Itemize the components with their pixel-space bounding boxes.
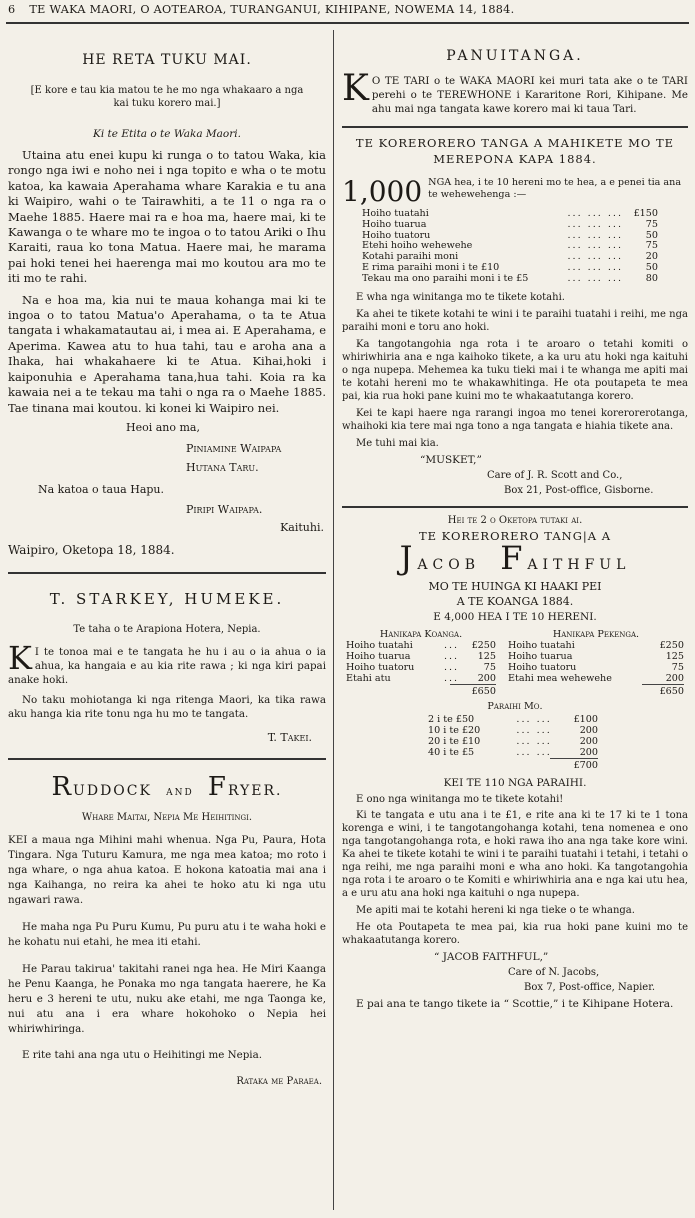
table-row	[362, 274, 658, 285]
letter-signatures	[8, 420, 326, 558]
jacob-name: JACOB FAITHFUL	[399, 538, 631, 577]
masthead-title: TE WAKA MAORI, O AOTEAROA, TURANGANUI, KIHIPANE, NOWEMA 14, 1884.	[29, 3, 515, 16]
row-label: Hoiho tuatahi	[362, 208, 429, 219]
row-leader: ... ... ...	[567, 229, 624, 241]
paraihi-table	[428, 714, 598, 758]
separator	[342, 126, 688, 128]
row-amount: 200	[579, 724, 598, 736]
table-row	[428, 747, 598, 758]
mahikete-box: Box 21, Post-office, Gisborne.	[504, 484, 654, 496]
ruddock-para-4: E rite tahi ana nga utu o Heihitingi me Nepia.	[22, 1048, 262, 1061]
jacob-care: Care of N. Jacobs,	[508, 966, 600, 978]
row-leader: ... ... ...	[567, 240, 624, 252]
panuitanga-dropcap: K	[342, 68, 369, 109]
row-amount: 200	[665, 672, 684, 684]
row-leader: ... ... ...	[567, 208, 624, 219]
row-leader: ... ... ...	[567, 272, 624, 284]
right-column	[342, 30, 688, 1011]
row-leader: ...	[443, 650, 460, 662]
column-rule	[333, 30, 334, 1210]
letter-disclaimer: [E kore e tau kia matou te he mo nga whakaaro a nga kai tuku korero mai.]	[30, 85, 304, 109]
row-label: Hoiho tuarua	[346, 650, 411, 662]
jacob-p3: Me apiti mai te kotahi hereni ki nga tieke o te whanga.	[356, 904, 635, 916]
jacob-p2: Ki te tangata e utu ana i te £1, e rite ana ki te 17 ki te 1 tona korenga e wini, i te tangotangohanga kotahi, tena nomenea e ono nga tangotangohanga rota, e hoki rawa iho ana nga take kore wini. Ka ahei te tikete kotahi te wini i te paraihi tuatahi i tetahi, i tetahi o nga reihi, me nga paraihi moni e wha ano hoki. Ka tangotangohia nga rota i te aroaro o te Komiti e whiriwhiria ana e nga kai utu hea, a e uru atu ana hoki nga kaituhi o nga nupepa.	[342, 809, 688, 899]
jacob-p1: E ono nga winitanga mo te tikete kotahi!	[356, 793, 564, 805]
koanga-block	[346, 629, 496, 697]
jacob-handicaps	[342, 629, 688, 697]
row-amount: 125	[477, 650, 496, 662]
row-label: Hoiho tuarua	[362, 218, 427, 230]
letter-heading: HE RETA TUKU MAI.	[82, 52, 252, 68]
row-label: Kotahi paraihi moni	[362, 251, 459, 263]
mahikete-big-number: 1,000	[342, 177, 423, 207]
ruddock-para-2: He maha nga Pu Puru Kumu, Pu puru atu i te waha hoki e he kohatu nui etahi, he mea iti etahi.	[8, 920, 326, 948]
row-amount: 75	[645, 240, 658, 252]
starkey-para-1: K I te tonoa mai e te tangata he hu i au o ia ahua o ia ahua, ka hangaia e au kia rite rawa ; ki nga kiri papai anake hoki.	[8, 638, 326, 686]
jacob-line-4: MO TE HUINGA KI HAAKI PEI	[428, 579, 602, 593]
row-label: E rima paraihi moni i te £10	[362, 261, 500, 273]
row-amount: 50	[645, 261, 658, 273]
row-leader: ... ...	[516, 746, 552, 758]
row-amount: £250	[471, 639, 496, 651]
row-leader: ... ... ...	[567, 251, 624, 263]
row-leader: ...	[443, 672, 460, 684]
table-row	[428, 725, 598, 736]
row-label: Hoiho tuarua	[508, 650, 573, 662]
row-amount: 75	[483, 661, 496, 673]
letter-secretary: Kaituhi.	[280, 520, 324, 534]
panuitanga-text: K O TE TARI o te WAKA MAORI kei muri tata ake o te TARI perehi o te TEREWHONE i Kararitone Rori, Kihipane. Me ahu mai nga tangata kawe korero mai ki taua Tari.	[342, 68, 688, 115]
ruddock-signature: Rataka me Paraea.	[236, 1075, 322, 1087]
row-leader: ...	[443, 639, 460, 651]
letter-para-1: Utaina atu enei kupu ki runga o to tatou Waka, kia rongo nga iwi e noho nei i nga topito e wha o te motu katoa, ka kawaia Aperahama whare Karakia e tu ana ki Waipiro, wahi o te Tairawhiti, a te 11 o nga ra o Maehe 1885. Haere mai ra e hoa ma, haere mai, ki te Kawanga o te whare mo te ingoa o to tatou Ariki o Ihu Karaiti, raua ko tona Matua. Haere mai, he marama pai hoki tenei hei haerenga mai mo koutou ara mo te iti mo te rahi.	[8, 148, 326, 286]
row-leader: ... ...	[516, 724, 552, 736]
mahikete-intro	[342, 177, 688, 207]
row-label: Etahi atu	[346, 672, 391, 684]
mahikete-p1: E wha nga winitanga mo te tikete kotahi.	[356, 291, 565, 303]
letter-addressee: Ki te Etita o te Waka Maori.	[93, 128, 241, 140]
row-amount: 200	[579, 735, 598, 747]
row-amount: 75	[671, 661, 684, 673]
row-leader: ... ... ...	[567, 261, 624, 273]
mahikete-p3: Ka tangotangohia nga rota i te aroaro o tetahi komiti o whiriwhiria ana e nga kaihoko tikete, a ka uru atu hoki nga kaituhi o nga nupepa. Mehemea ka tuku tieki mai i te whanga me apiti mai te kotahi hereni mo te whakawhitinga. He ota poutapeta te mea pai, kia rua hoki pane kuini mo te whakaatutanga korero.	[342, 338, 688, 402]
table-row	[508, 651, 684, 662]
jacob-kei: KEI TE 110 NGA PARAIHI.	[443, 776, 587, 789]
jacob-line-2: TE KORERORERO TANG|A A	[418, 528, 612, 543]
separator	[8, 572, 326, 574]
mahikete-p2: Ka ahei te tikete kotahi te wini i te paraihi tuatahi i reihi, me nga paraihi moni e toru ano hoki.	[342, 308, 688, 333]
ruddock-para-3: He Parau takirua' takitahi ranei nga hea. He Miri Kaanga he Penu Kaanga, he Ponaka mo nga tangata haerere, he Ka heru e 3 hereni te utu, nuku ake etahi, me nga Taonga ke, nui atu ana i era whare hokohoko o Nepia hei whiriwhiringa.	[8, 962, 326, 1035]
ruddock-para-1: KEI a maua nga Mihini mahi whenua. Nga Pu, Paura, Hota Tingara. Nga Tuturu Kamura, me nga mea katoa; mo roto i nga whare, o nga ahua katoa. E hokona katoatia mai ana i nga Kaihanga, no reira ka ahei te hoko atu ki nga utu ngawari rawa.	[8, 833, 326, 906]
page-number: 6	[8, 3, 16, 16]
table-row	[362, 220, 658, 231]
row-leader: ... ...	[516, 735, 552, 747]
table-row	[508, 640, 684, 651]
left-column	[8, 30, 326, 1087]
table-row	[346, 673, 496, 684]
mahikete-musket: “MUSKET,”	[420, 453, 482, 466]
mahikete-p4: Kei te kapi haere nga rarangi ingoa mo tenei korerorerotanga, whaihoki kia tere mai nga tono a nga tangata e hiahia tikete ana.	[342, 407, 688, 432]
row-amount: 80	[645, 272, 658, 284]
starkey-para-2: No taku mohiotanga ki nga ritenga Maori, ka tika rawa aku hanga kia rite tonu nga hu mo te tangata.	[8, 693, 326, 720]
row-label: Hoiho tuatoru	[346, 661, 415, 673]
row-amount: £100	[573, 713, 598, 725]
table-row	[508, 673, 684, 684]
letter-para-2: Na e hoa ma, kia nui te maua kohanga mai ki te ingoa o to tatou Matua'o Aperahama, o ta te Atua tangata i whakamatautau ai, i mea ai. E Aperahama, e Aperima. Kawea atu to hua tahi, tau e aroha ana a Ihaka, hai whakahaere ki te Atua. Kihai,hoki i kaiponuhia e Aperahama tana,hua tahi. Koia ra ka kawaia nei a te tekau ma tahi o nga ra o Maehe 1885. Tae tinana mai koutou. ki konei ki Waipiro nei.	[8, 292, 326, 415]
starkey-dropcap: K	[8, 638, 32, 677]
letter-place-date: Waipiro, Oketopa 18, 1884.	[8, 542, 175, 557]
row-amount: £250	[659, 639, 684, 651]
row-leader: ... ... ...	[567, 218, 624, 230]
row-label: 10 i te £20	[428, 724, 481, 736]
table-row	[508, 662, 684, 673]
pekenga-total: £650	[642, 684, 684, 697]
koanga-table	[346, 640, 496, 684]
row-label: Hoiho tuatahi	[508, 639, 575, 651]
letter-hapu: Na katoa o taua Hapu.	[38, 482, 165, 496]
jacob-last: E pai ana te tango tikete ia “ Scottie,” i te Kihipane Hotera.	[356, 997, 674, 1010]
table-row	[428, 736, 598, 747]
jacob-top: Hei te 2 o Oketopa tutaki ai.	[447, 514, 583, 526]
mahikete-p5: Me tuhi mai kia.	[356, 437, 439, 449]
row-leader: ...	[443, 661, 460, 673]
row-label: Etehi hoiho wehewehe	[362, 240, 473, 252]
starkey-location: Te taha o te Arapiona Hotera, Nepia.	[73, 623, 261, 635]
row-label: Hoiho tuatoru	[362, 229, 431, 241]
jacob-box: Box 7, Post-office, Napier.	[524, 981, 656, 993]
mahikete-prize-table	[362, 209, 658, 285]
row-amount: £150	[633, 208, 658, 219]
letter-signer-3: Piripi Waipapa.	[186, 502, 263, 516]
jacob-p4: He ota Poutapeta te mea pai, kia rua hoki pane kuini mo te whakaatutanga korero.	[342, 921, 688, 946]
table-row	[428, 714, 598, 725]
row-label: 20 i te £10	[428, 735, 481, 747]
row-leader: ... ...	[516, 713, 552, 725]
ruddock-subheading: Whare Maitai, Nepia Me Heihitingi.	[81, 811, 253, 823]
letter-signer-1: Piniamine Waipapa	[186, 441, 282, 455]
row-amount: 50	[645, 229, 658, 241]
row-label: Etahi mea wehewehe	[508, 672, 612, 684]
row-label: Hoiho tuatoru	[508, 661, 577, 673]
jacob-line-5: A TE KOANGA 1884.	[456, 594, 574, 608]
mahikete-care: Care of J. R. Scott and Co.,	[487, 469, 623, 481]
row-amount: 200	[477, 672, 496, 684]
table-row	[346, 651, 496, 662]
top-rule	[6, 22, 689, 24]
pekenga-table	[508, 640, 684, 684]
separator	[8, 758, 326, 760]
table-row	[346, 662, 496, 673]
koanga-heading: Hanikapa Koanga.	[379, 628, 463, 640]
row-amount: 125	[665, 650, 684, 662]
separator	[342, 506, 688, 508]
panuitanga-heading: PANUITANGA.	[446, 48, 584, 64]
starkey-heading: T. STARKEY, HUMEKE.	[49, 589, 285, 608]
jacob-line-6: E 4,000 HEA I TE 10 HERENI.	[433, 610, 597, 623]
table-row	[346, 640, 496, 651]
letter-closing: Heoi ano ma,	[126, 420, 200, 434]
koanga-total: £650	[450, 684, 496, 697]
masthead	[8, 3, 688, 16]
ruddock-heading: RUDDOCK AND FRYER.	[51, 771, 283, 802]
row-label: 2 i te £50	[428, 713, 475, 725]
jacob-sig: “ JACOB FAITHFUL,”	[434, 950, 549, 963]
row-amount: 200	[579, 746, 598, 758]
paraihi-total: £700	[550, 758, 598, 771]
pekenga-block	[508, 629, 684, 697]
starkey-signature: T. Takei.	[267, 730, 312, 744]
row-label: 40 i te £5	[428, 746, 475, 758]
mahikete-heading: TE KORERORERO TANGA A MAHIKETE MO TE MEREPONA KAPA 1884.	[355, 136, 675, 166]
row-amount: 20	[645, 251, 658, 263]
row-amount: 75	[645, 218, 658, 230]
row-label: Hoiho tuatahi	[346, 639, 413, 651]
pekenga-heading: Hanikapa Pekenga.	[552, 628, 640, 640]
mahikete-intro-text: NGA hea, i te 10 hereni mo te hea, a e penei tia ana te wehewehenga :—	[428, 177, 682, 200]
letter-signer-2: Hutana Taru.	[186, 460, 259, 474]
row-label: Tekau ma ono paraihi moni i te £5	[362, 272, 529, 284]
paraihi-heading: Paraihi Mo.	[487, 700, 543, 712]
